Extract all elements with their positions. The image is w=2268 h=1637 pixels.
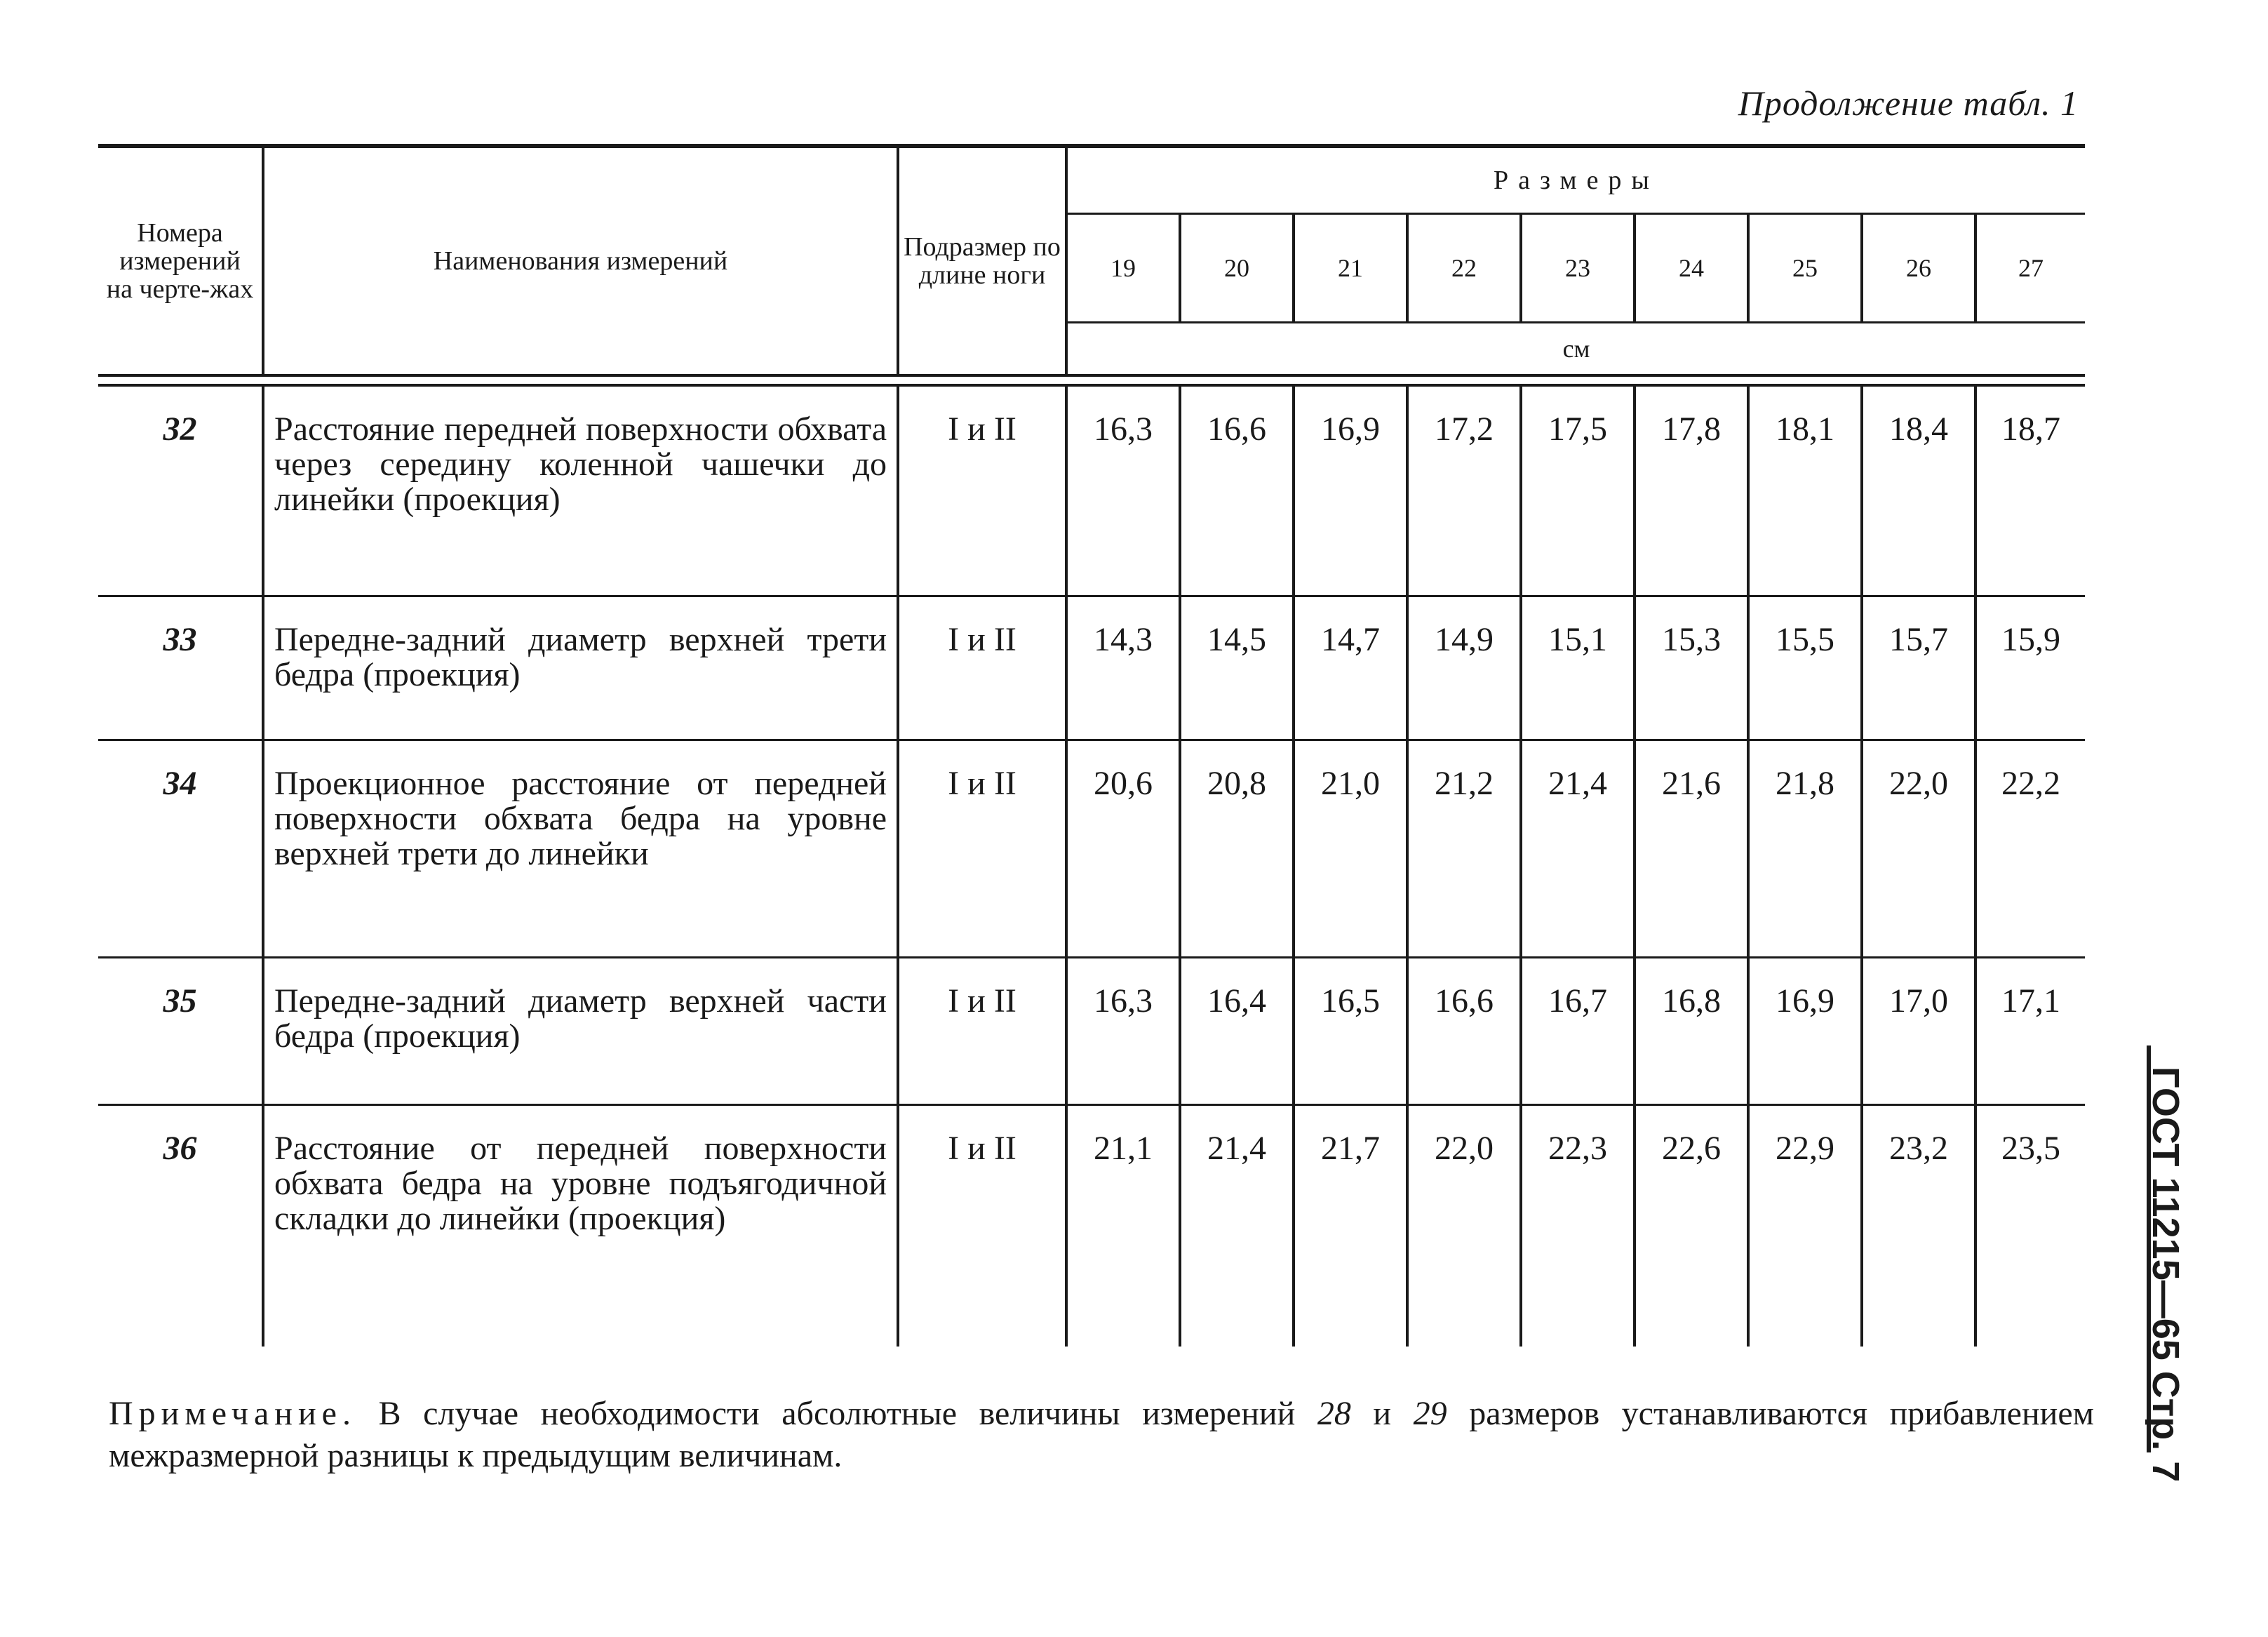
row-value-size-26: 23,2	[1862, 1104, 1975, 1347]
row-value-size-27: 15,9	[1975, 596, 2085, 740]
row-value-size-20: 20,8	[1180, 740, 1294, 957]
note-number-1: 28	[1317, 1395, 1351, 1432]
row-subsize: I и II	[898, 385, 1066, 596]
row-measurement-name: Передне-задний диаметр верхней части бедра (проекция)	[263, 957, 898, 1104]
note-text-a: В случае необходимости абсолютные величины измерений	[356, 1395, 1317, 1432]
row-value-size-22: 16,6	[1407, 957, 1521, 1104]
row-value-size-22: 21,2	[1407, 740, 1521, 957]
row-measurement-name: Расстояние от передней поверхности обхвата бедра на уровне подъягодичной складки до линейки (проекция)	[263, 1104, 898, 1347]
row-value-size-22: 14,9	[1407, 596, 1521, 740]
note-text-b: размеров устанавливаются прибавлением межразмерной разницы к предыдущим величинам.	[109, 1395, 2095, 1474]
measurements-table	[98, 144, 2085, 1347]
header-unit: см	[1066, 323, 2085, 376]
row-value-size-25: 21,8	[1748, 740, 1862, 957]
header-subsize: Подразмер по длине ноги	[898, 146, 1066, 375]
note-number-2: 29	[1413, 1395, 1447, 1432]
row-subsize: I и II	[898, 740, 1066, 957]
header-size-23: 23	[1521, 214, 1635, 323]
row-value-size-24: 15,3	[1635, 596, 1748, 740]
row-value-size-21: 14,7	[1294, 596, 1407, 740]
row-value-size-19: 14,3	[1066, 596, 1180, 740]
row-value-size-21: 21,0	[1294, 740, 1407, 957]
row-value-size-27: 23,5	[1975, 1104, 2085, 1347]
row-value-size-25: 22,9	[1748, 1104, 1862, 1347]
table-row	[98, 740, 2085, 957]
row-value-size-20: 14,5	[1180, 596, 1294, 740]
row-value-size-25: 18,1	[1748, 385, 1862, 596]
row-value-size-26: 17,0	[1862, 957, 1975, 1104]
continuation-label: Продолжение табл. 1	[1738, 83, 2079, 123]
row-value-size-20: 16,6	[1180, 385, 1294, 596]
row-value-size-23: 15,1	[1521, 596, 1635, 740]
row-value-size-24: 22,6	[1635, 1104, 1748, 1347]
row-measurement-name: Расстояние передней поверхности обхвата через середину коленной чашечки до линейки (проекция)	[263, 385, 898, 596]
measurements-table-wrap	[98, 144, 2084, 1347]
header-size-19: 19	[1066, 214, 1180, 323]
row-value-size-21: 16,9	[1294, 385, 1407, 596]
header-size-27: 27	[1975, 214, 2085, 323]
header-size-24: 24	[1635, 214, 1748, 323]
table-row	[98, 957, 2085, 1104]
row-measurement-name: Передне-задний диаметр верхней трети бедра (проекция)	[263, 596, 898, 740]
row-value-size-20: 16,4	[1180, 957, 1294, 1104]
row-value-size-21: 16,5	[1294, 957, 1407, 1104]
header-size-26: 26	[1862, 214, 1975, 323]
row-value-size-23: 16,7	[1521, 957, 1635, 1104]
row-value-size-24: 17,8	[1635, 385, 1748, 596]
footnote	[109, 1393, 2094, 1477]
row-value-size-19: 16,3	[1066, 957, 1180, 1104]
row-value-size-26: 22,0	[1862, 740, 1975, 957]
row-number: 32	[98, 385, 263, 596]
row-value-size-27: 18,7	[1975, 385, 2085, 596]
row-value-size-24: 16,8	[1635, 957, 1748, 1104]
header-size-20: 20	[1180, 214, 1294, 323]
row-number: 33	[98, 596, 263, 740]
row-subsize: I и II	[898, 1104, 1066, 1347]
row-value-size-22: 17,2	[1407, 385, 1521, 596]
row-value-size-25: 16,9	[1748, 957, 1862, 1104]
row-measurement-name: Проекционное расстояние от передней поверхности обхвата бедра на уровне верхней трети до линейки	[263, 740, 898, 957]
row-value-size-25: 15,5	[1748, 596, 1862, 740]
table-header	[98, 146, 2085, 385]
row-subsize: I и II	[898, 596, 1066, 740]
row-value-size-26: 18,4	[1862, 385, 1975, 596]
header-size-25: 25	[1748, 214, 1862, 323]
row-value-size-21: 21,7	[1294, 1104, 1407, 1347]
row-value-size-19: 16,3	[1066, 385, 1180, 596]
row-value-size-26: 15,7	[1862, 596, 1975, 740]
row-number: 35	[98, 957, 263, 1104]
row-value-size-23: 21,4	[1521, 740, 1635, 957]
row-value-size-23: 17,5	[1521, 385, 1635, 596]
row-subsize: I и II	[898, 957, 1066, 1104]
header-size-21: 21	[1294, 214, 1407, 323]
row-value-size-24: 21,6	[1635, 740, 1748, 957]
row-value-size-22: 22,0	[1407, 1104, 1521, 1347]
table-row	[98, 1104, 2085, 1347]
header-double-rule	[98, 375, 2085, 385]
row-number: 36	[163, 1129, 197, 1167]
table-row	[98, 596, 2085, 740]
note-and: и	[1350, 1395, 1414, 1432]
row-value-size-20: 21,4	[1180, 1104, 1294, 1347]
row-number: 34	[98, 740, 263, 957]
note-label: Примечание.	[109, 1395, 356, 1432]
header-number: Номера измерений на черте-жах	[98, 146, 263, 375]
header-sizes-title: Размеры	[1066, 146, 2085, 214]
table-body	[98, 385, 2085, 1347]
row-value-size-19: 21,1	[1066, 1104, 1180, 1347]
standard-page-label: ГОСТ 11215—65 Стр. 7	[2145, 1067, 2187, 1483]
row-value-size-27: 17,1	[1975, 957, 2085, 1104]
header-name: Наименования измерений	[263, 146, 898, 375]
row-value-size-23: 22,3	[1521, 1104, 1635, 1347]
header-size-22: 22	[1407, 214, 1521, 323]
row-value-size-27: 22,2	[1975, 740, 2085, 957]
table-row	[98, 385, 2085, 596]
row-value-size-19: 20,6	[1066, 740, 1180, 957]
